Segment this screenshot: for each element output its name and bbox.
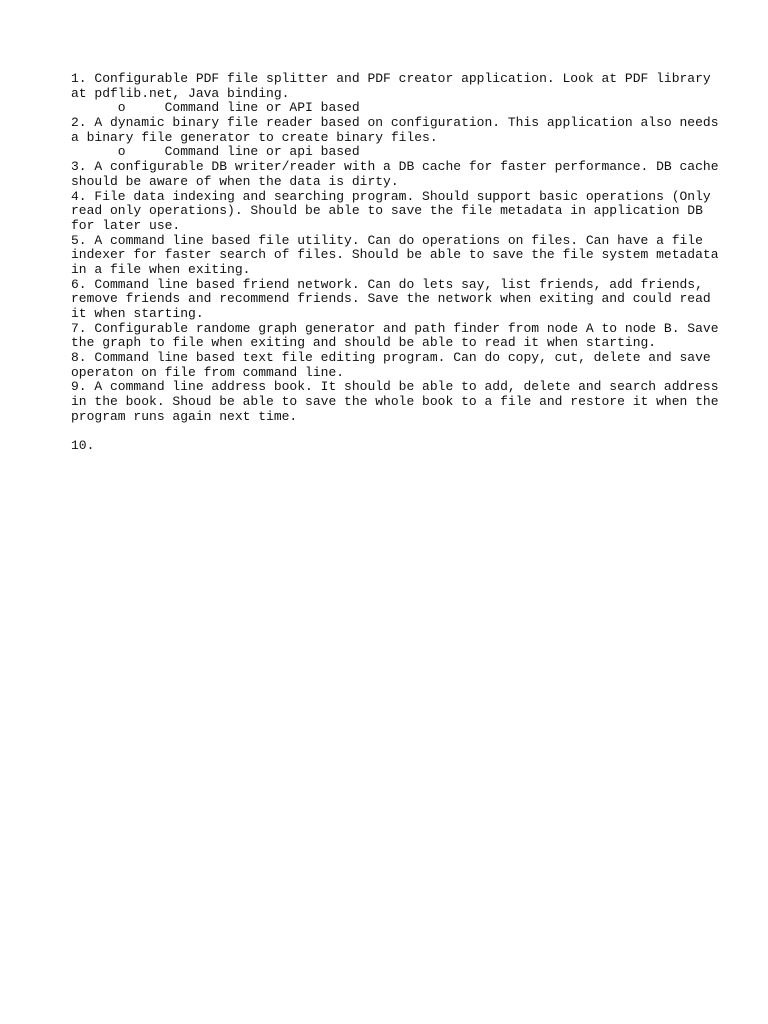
item-9-line-1: 9. A command line address book. It should be able to add, delete and search address	[71, 379, 719, 395]
item-2-line-1: 2. A dynamic binary file reader based on configuration. This application also needs	[71, 115, 719, 131]
list-item-5	[71, 232, 719, 278]
item-9-line-2: in the book. Shoud be able to save the whole book to a file and restore it when the	[71, 394, 719, 410]
list-item-4	[71, 190, 711, 234]
item-6-line-2: remove friends and recommend friends. Save the network when exiting and could read	[71, 291, 711, 307]
item-8-line-1: 8. Command line based text file editing program. Can do copy, cut, delete and save	[71, 350, 711, 366]
item-5-line-2: indexer for faster search of files. Should be able to save the file system metadata	[71, 247, 719, 263]
list-item-8	[71, 351, 711, 380]
item-2-sub-bullet: o Command line or api based	[71, 144, 360, 160]
item-5-line-1: 5. A command line based file utility. Can do operations on files. Can have a file	[71, 232, 703, 248]
list-item-6	[71, 278, 711, 322]
item-2-line-2: a binary file generator to create binary files.	[71, 129, 438, 145]
item-4-line-3: for later use.	[71, 217, 181, 233]
item-8-line-2: operaton on file from command line.	[71, 364, 345, 380]
list-item-2	[71, 115, 719, 160]
list-item-9	[71, 379, 719, 424]
item-1-line-1: 1. Configurable PDF file splitter and PDF creator application. Look at PDF library	[71, 71, 711, 86]
item-6-line-1: 6. Command line based friend network. Can do lets say, list friends, add friends,	[71, 276, 703, 292]
item-7-line-1: 7. Configurable randome graph generator and path finder from node A to node B. Save	[71, 320, 719, 336]
list-item-3	[71, 159, 719, 189]
item-1-line-2: at pdflib.net, Java binding.	[71, 85, 290, 101]
list-item-1	[71, 72, 711, 116]
document-page	[71, 71, 719, 454]
item-1-sub-bullet: o Command line or API based	[71, 100, 360, 116]
blank-line	[71, 425, 711, 440]
item-5-line-3: in a file when exiting.	[71, 261, 251, 277]
item-9-line-3: program runs again next time.	[71, 408, 298, 424]
item-3-line-1: 3. A configurable DB writer/reader with a DB cache for faster performance. DB cache	[71, 159, 719, 175]
list-item-7	[71, 320, 719, 351]
item-4-line-1: 4. File data indexing and searching program. Should support basic operations (Only	[71, 188, 711, 204]
list-item-10: 10.	[71, 438, 95, 454]
item-6-line-3: it when starting.	[71, 306, 204, 321]
item-7-line-2: the graph to file when exiting and should be able to read it when starting.	[71, 335, 657, 351]
item-3-line-2: should be aware of when the data is dirty.	[71, 173, 399, 189]
item-4-line-2: read only operations). Should be able to save the file metadata in application DB	[71, 203, 703, 219]
